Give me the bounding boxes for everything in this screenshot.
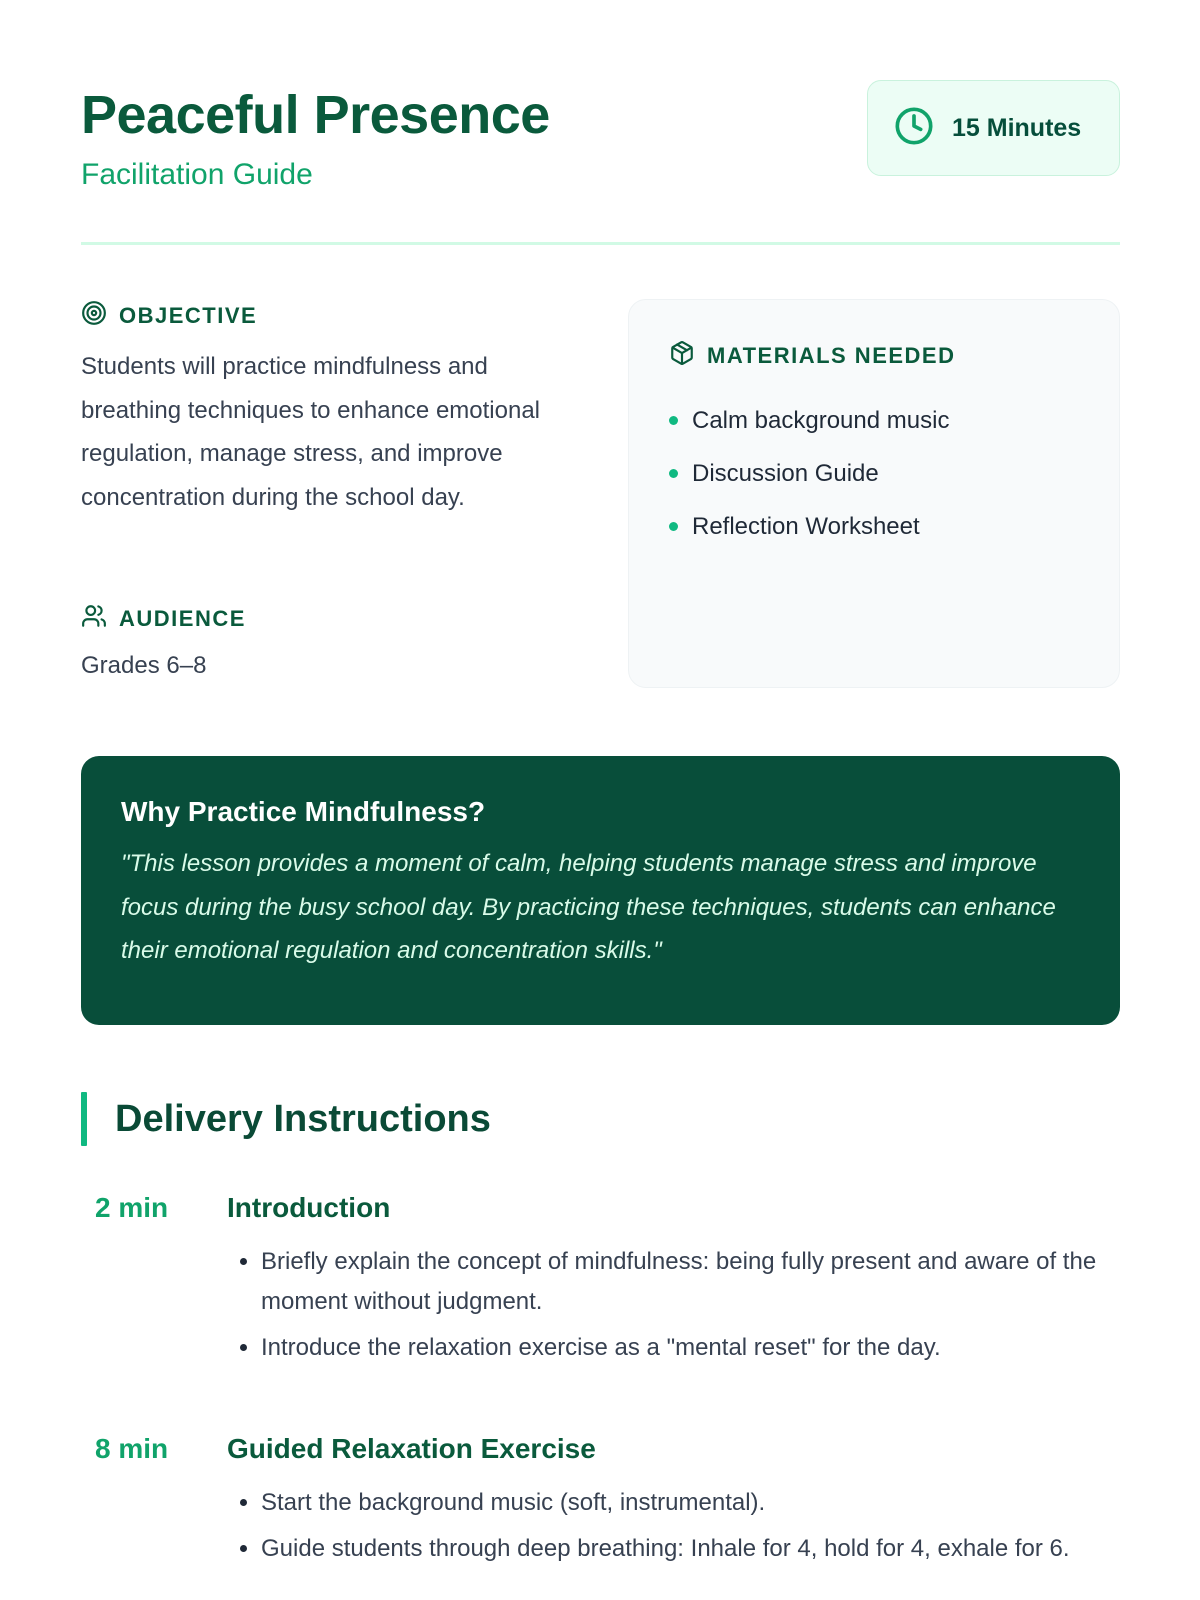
why-title: Why Practice Mindfulness? (121, 796, 486, 827)
page-title: Peaceful Presence (81, 85, 550, 145)
material-item: Discussion Guide (692, 459, 879, 487)
audience-heading (81, 603, 246, 635)
step-bullets (227, 1483, 1151, 1575)
materials-heading (669, 340, 1079, 372)
duration-badge (867, 80, 1120, 176)
list-item (669, 394, 1079, 447)
list-item (669, 500, 1079, 553)
list-item: • Guide students through deep breathing: Inhale for 4, hold for 4, exhale for 6. (261, 1529, 1151, 1569)
header-divider (81, 242, 1120, 245)
page-subtitle: Facilitation Guide (81, 158, 313, 191)
accent-bar (81, 1092, 87, 1146)
materials-label: MATERIALS NEEDED (707, 343, 956, 368)
objective-text: Students will practice mindfulness and breathing techniques to enhance emotional regulation, manage stress, and improve concentration during the school day. (81, 353, 540, 511)
list-item: • Start the background music (soft, instrumental). (261, 1483, 1151, 1523)
step-title: Introduction (227, 1192, 391, 1223)
objective-label: OBJECTIVE (119, 303, 258, 328)
why-quote: "This lesson provides a moment of calm, helping students manage stress and improve focus during the busy school day. By practicing these techniques, students can enhance their emotional regulation and concentration skills." (121, 850, 1056, 964)
clock-icon (894, 106, 934, 151)
step-time: 2 min (95, 1192, 169, 1223)
bullet-dot (669, 522, 678, 531)
bullet-dot (669, 469, 678, 478)
target-icon (81, 300, 107, 332)
why-callout (81, 756, 1120, 1025)
materials-list (669, 394, 1079, 553)
material-item: Reflection Worksheet (692, 512, 920, 540)
step-bullets (227, 1242, 1151, 1374)
audience-text: Grades 6–8 (81, 652, 207, 679)
delivery-title: Delivery Instructions (115, 1097, 491, 1140)
objective-heading (81, 300, 257, 332)
material-item: Calm background music (692, 406, 950, 434)
list-item: • Briefly explain the concept of mindfulness: being fully present and aware of the moment without judgment. (261, 1242, 1151, 1322)
delivery-heading (81, 1092, 491, 1146)
step-title: Guided Relaxation Exercise (227, 1433, 596, 1464)
list-item (669, 447, 1079, 500)
materials-card (628, 299, 1120, 688)
list-item: • Introduce the relaxation exercise as a "mental reset" for the day. (261, 1328, 1151, 1368)
package-icon (669, 340, 695, 372)
duration-label: 15 Minutes (952, 113, 1082, 142)
step-time: 8 min (95, 1433, 169, 1464)
audience-label: AUDIENCE (119, 606, 246, 631)
users-icon (81, 603, 107, 635)
bullet-dot (669, 416, 678, 425)
